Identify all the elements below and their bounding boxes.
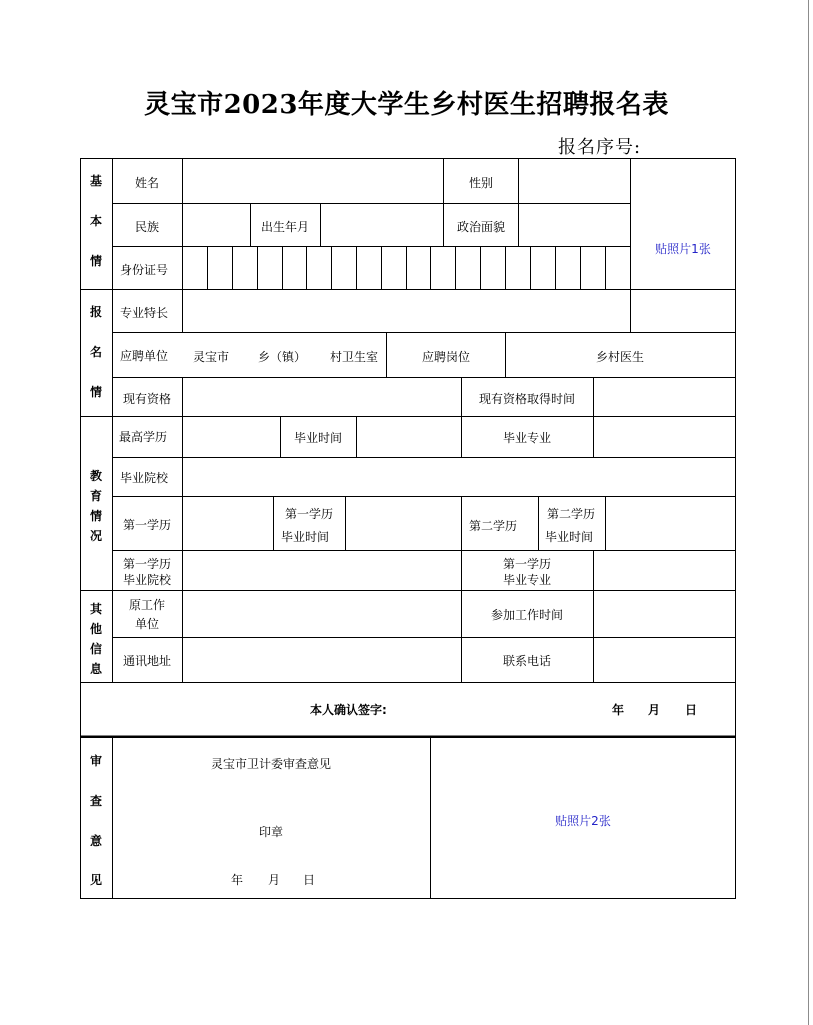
section-basic-char-2: 本 — [89, 214, 102, 228]
unit-clinic: 村卫生室 — [330, 350, 379, 364]
section-other-char-4: 息 — [89, 662, 102, 676]
position-label: 应聘岗位 — [421, 350, 471, 364]
sign-day: 日 — [685, 703, 698, 717]
sign-month: 月 — [648, 703, 661, 717]
first-major-line-2: 毕业专业 — [502, 573, 552, 587]
unit-town: 乡（镇） — [258, 350, 307, 364]
first-school-line-1: 第一学历 — [122, 557, 172, 571]
work-unit-line-2: 单位 — [134, 617, 160, 631]
first-major-line-1: 第一学历 — [502, 557, 552, 571]
photo-2-label: 贴照片2张 — [555, 814, 611, 828]
section-other-char-2: 他 — [89, 622, 102, 636]
section-education-char-4: 况 — [89, 529, 102, 543]
name-label: 姓名 — [134, 176, 160, 190]
work-unit-line-1: 原工作 — [128, 598, 166, 612]
id-number-label: 身份证号 — [119, 263, 169, 277]
graduation-time-label: 毕业时间 — [293, 431, 343, 445]
review-day: 日 — [303, 873, 316, 887]
section-other-char-1: 其 — [89, 602, 102, 616]
section-education-char-3: 情 — [89, 509, 102, 523]
seal-label: 印章 — [258, 825, 284, 839]
gender-label: 性别 — [468, 176, 494, 190]
form-title: 灵宝市2023年度大学生乡村医生招聘报名表 — [144, 90, 669, 120]
specialty-label: 专业特长 — [119, 306, 169, 320]
graduation-school-label: 毕业院校 — [119, 471, 169, 485]
section-review-char-2: 查 — [89, 794, 102, 808]
section-basic-char-1: 基 — [89, 174, 102, 188]
qualification-label: 现有资格 — [122, 392, 172, 406]
qualification-time-label: 现有资格取得时间 — [478, 392, 576, 406]
highest-education-label: 最高学历 — [118, 430, 168, 444]
section-education-char-2: 育 — [89, 489, 102, 503]
signature-label: 本人确认签字: — [310, 703, 387, 717]
section-basic-char-3: 情 — [89, 254, 102, 268]
review-opinion-label: 灵宝市卫计委审查意见 — [210, 757, 332, 771]
section-application-char-3: 情 — [89, 385, 102, 399]
ethnicity-label: 民族 — [134, 220, 160, 234]
phone-label: 联系电话 — [502, 654, 552, 668]
section-review-char-3: 意 — [89, 834, 102, 848]
section-application-char-2: 名 — [89, 345, 102, 359]
first-grad-time-line-2: 毕业时间 — [280, 530, 330, 544]
second-grad-time-line-1: 第二学历 — [546, 507, 596, 521]
serial-number-label: 报名序号: — [558, 137, 642, 158]
review-year: 年 — [231, 873, 244, 887]
unit-label: 应聘单位 — [119, 349, 169, 363]
section-review-char-1: 审 — [89, 754, 102, 768]
sign-year: 年 — [612, 703, 625, 717]
political-label: 政治面貌 — [456, 220, 506, 234]
first-education-label: 第一学历 — [122, 518, 172, 532]
review-month: 月 — [268, 873, 281, 887]
address-label: 通讯地址 — [122, 654, 172, 668]
section-review-char-4: 见 — [89, 873, 102, 887]
second-education-label: 第二学历 — [468, 519, 518, 533]
second-grad-time-line-2: 毕业时间 — [544, 530, 594, 544]
photo-1-label: 贴照片1张 — [655, 242, 711, 256]
birth-label: 出生年月 — [260, 220, 310, 234]
first-grad-time-line-1: 第一学历 — [284, 507, 334, 521]
graduation-major-label: 毕业专业 — [502, 431, 552, 445]
position-value: 乡村医生 — [595, 350, 645, 364]
unit-city: 灵宝市 — [193, 350, 230, 364]
section-application-char-1: 报 — [89, 305, 102, 319]
first-school-line-2: 毕业院校 — [122, 573, 172, 587]
section-other-char-3: 信 — [89, 642, 102, 656]
work-time-label: 参加工作时间 — [490, 608, 564, 622]
section-education-char-1: 教 — [89, 469, 102, 483]
